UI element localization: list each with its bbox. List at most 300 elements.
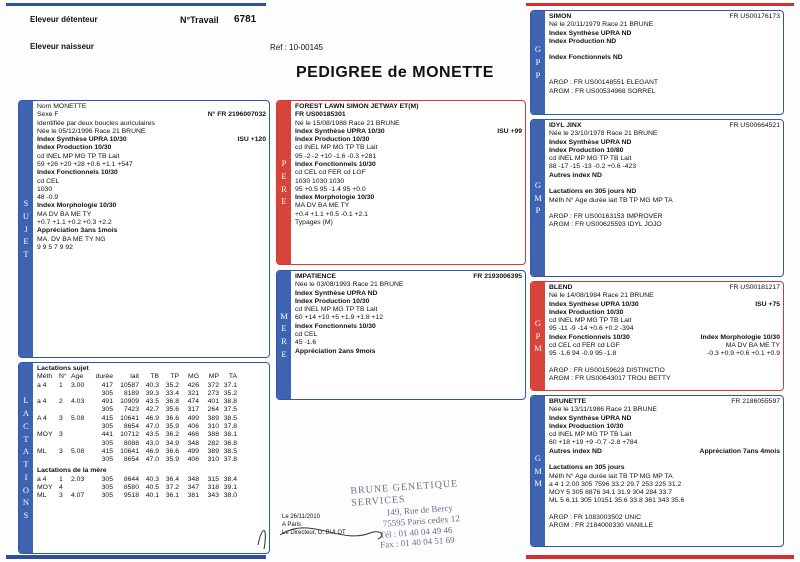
reference: Ref : 10-00145	[270, 43, 323, 52]
table-cell: 36.8	[165, 398, 179, 406]
strip-letter: E	[281, 170, 287, 181]
strip-letter: S	[23, 198, 29, 209]
table-row	[37, 484, 266, 492]
table-row	[37, 423, 266, 431]
info-line	[37, 169, 266, 177]
info-line	[549, 431, 780, 439]
info-text: Née le 23/10/1978 Race 21 BRUNE	[549, 130, 658, 138]
info-line	[295, 120, 522, 128]
table-cell: 282	[207, 439, 219, 447]
info-line	[549, 38, 780, 46]
table-cell: 37.2	[165, 483, 179, 491]
info-line	[37, 227, 266, 235]
table-cell: 1	[59, 475, 63, 483]
lactations-sujet-title: Lactations sujet	[37, 365, 89, 372]
info-line	[549, 147, 780, 155]
table-cell: 36.6	[165, 447, 179, 455]
strip-letter: T	[23, 249, 29, 260]
info-text: MA. DV BA ME TY NG	[37, 235, 106, 243]
table-cell: 34.9	[165, 439, 179, 447]
strip-letter: A	[22, 446, 30, 457]
info-text: Index Fonctionnels 10/30	[549, 333, 630, 341]
table-cell: 305	[101, 422, 113, 430]
strip-letter: G	[534, 44, 542, 55]
info-text: FR US00185301	[295, 111, 346, 119]
info-text: 95 -11 -9 -14 +0.6 +0.2 -394	[549, 325, 634, 333]
table-cell: 5.08	[71, 414, 85, 422]
info-text: Index Synthèse UPRA ND	[549, 414, 632, 422]
info-text: 95 -1.6 94 -0.9 95 -1.8	[549, 350, 617, 358]
info-text: FR US00176173	[729, 13, 780, 20]
info-line	[295, 314, 522, 322]
table-cell: 37.5	[223, 406, 237, 414]
info-line	[549, 439, 780, 447]
info-text: Née le 05/12/1996 Race 21 BRUNE	[37, 127, 146, 135]
info-text	[549, 46, 551, 54]
table-cell: 264	[207, 406, 219, 414]
tricolor-top-border	[6, 3, 794, 6]
strip-letter: J	[24, 223, 28, 234]
table-cell: 8189	[123, 389, 139, 397]
info-text: Sexe F	[37, 111, 59, 119]
table-cell: 426	[187, 381, 199, 389]
info-text: Index Synthèse UPRA ND	[549, 138, 632, 146]
table-cell: 3	[59, 492, 63, 500]
info-text: Lactations en 305 jours ND	[549, 188, 637, 196]
table-cell	[71, 484, 91, 492]
info-line	[37, 211, 266, 219]
page-title: PEDIGREE de MONETTE	[296, 64, 494, 81]
table-row	[37, 406, 266, 414]
info-line	[549, 367, 780, 375]
table-cell: 36.1	[165, 492, 179, 500]
table-cell: TB	[150, 373, 159, 381]
table-cell: durée	[95, 373, 113, 381]
strip-letter: U	[22, 210, 30, 221]
info-text: MA DV BA ME TY	[725, 341, 780, 349]
gpm-content	[549, 284, 780, 388]
info-text: Née le 03/08/1993 Race 21 BRUNE	[295, 281, 404, 289]
table-cell: 321	[187, 389, 199, 397]
info-text: Né le 14/08/1984 Race 21 BRUNE	[549, 292, 654, 300]
info-line	[549, 71, 780, 79]
info-text: 60 +18 +19 +9 -0.7 -2.8 +784	[549, 439, 638, 447]
info-line	[549, 489, 780, 497]
info-text: ARGM : FR US00625593 IDYL JOJO	[549, 221, 662, 229]
strip-letter: P	[535, 57, 541, 68]
info-line	[549, 221, 780, 229]
mere-panel	[276, 270, 526, 400]
table-row	[37, 448, 266, 456]
strip-letter: E	[281, 323, 287, 334]
table-cell: 40.5	[145, 483, 159, 491]
eleveur-detenteur-label: Eleveur détenteur	[30, 15, 98, 24]
table-cell: 499	[187, 447, 199, 455]
strip-letter: R	[281, 183, 287, 194]
table-cell	[59, 440, 71, 448]
info-line	[549, 30, 780, 38]
table-cell: ML	[37, 492, 47, 500]
info-text: cd CEL	[295, 330, 318, 338]
info-text: Index Production 10/30	[549, 308, 624, 316]
table-cell: 315	[207, 475, 219, 483]
table-cell: lait	[130, 373, 139, 381]
table-cell: MP	[208, 373, 219, 381]
info-text: ML 5 6.11 305 10151 35.6 33.8 361 343 35.6	[549, 497, 685, 505]
strip-letter: M	[534, 478, 542, 489]
strip-letter: G	[534, 452, 542, 463]
table-cell: 8088	[123, 439, 139, 447]
info-text: Index Synthèse UPRA ND	[295, 289, 378, 297]
table-cell: 3	[59, 447, 63, 455]
table-cell: MOY	[37, 483, 53, 491]
info-line	[37, 161, 266, 169]
info-text: Index Production ND	[549, 37, 617, 45]
info-text	[549, 205, 551, 213]
table-row	[37, 492, 266, 500]
table-cell: 46.9	[145, 414, 159, 422]
lactations-mere-title: Lactations de la mère	[37, 467, 107, 475]
info-line	[37, 178, 266, 186]
info-text: Index Fonctionnels 10/30	[295, 160, 376, 168]
table-cell: 36.8	[223, 439, 237, 447]
info-line	[549, 473, 780, 481]
table-cell: 47.0	[145, 422, 159, 430]
table-cell: 305	[101, 475, 113, 483]
table-cell: 305	[101, 439, 113, 447]
table-cell: 40.3	[145, 475, 159, 483]
info-text: cd INEL MP MG TP TB Lait	[549, 155, 632, 163]
table-cell: 39.1	[223, 483, 237, 491]
info-text	[549, 71, 551, 79]
info-text: Appréciation 2ans 9mois	[295, 347, 376, 355]
info-text: IDYL JINX	[549, 122, 582, 129]
table-row	[37, 476, 266, 484]
table-cell: 10587	[120, 381, 139, 389]
pere-panel	[276, 100, 526, 265]
info-line	[549, 54, 780, 62]
table-cell: 389	[207, 414, 219, 422]
lactations-mere-table	[37, 476, 266, 501]
table-cell: 42.7	[145, 406, 159, 414]
strip-letter: N	[22, 497, 30, 508]
info-line	[295, 202, 522, 210]
table-cell: 2	[59, 398, 63, 406]
table-cell: 305	[101, 492, 113, 500]
info-text: FR US00181217	[729, 284, 780, 291]
table-cell: 2.03	[71, 475, 85, 483]
stamp-fax: Fax : 01 40 04 51 69	[379, 535, 455, 551]
table-cell: 415	[101, 447, 113, 455]
table-row	[37, 398, 266, 406]
table-cell: 37.8	[223, 422, 237, 430]
table-cell: 35.2	[223, 389, 237, 397]
travail-label: N°Travail	[180, 15, 219, 25]
table-row	[37, 382, 266, 390]
info-text: cd INEL MP MG TP TB Lait	[295, 144, 378, 152]
table-cell: 348	[187, 475, 199, 483]
table-cell: Age	[71, 373, 84, 381]
info-text: 1030	[37, 185, 53, 193]
info-line	[549, 464, 780, 472]
strip-letter: G	[534, 179, 542, 190]
info-text: FR 2193006395	[473, 273, 522, 280]
info-line	[549, 325, 780, 333]
strip-letter: T	[23, 459, 29, 469]
info-line	[549, 423, 780, 431]
info-line	[549, 522, 780, 530]
gmm-panel	[530, 395, 784, 547]
table-cell	[59, 390, 71, 398]
lactations-content	[37, 365, 266, 551]
pere-strip	[277, 101, 291, 264]
info-line	[549, 21, 780, 29]
table-cell: TA	[228, 373, 237, 381]
info-text: ARGP : FR US00148551 ELEGANT	[549, 79, 659, 87]
table-cell: 38.8	[223, 398, 237, 406]
info-text	[549, 180, 551, 188]
info-line	[295, 323, 522, 331]
info-text	[549, 359, 551, 367]
info-line	[295, 298, 522, 306]
table-cell	[71, 406, 91, 414]
table-cell: 37.1	[223, 381, 237, 389]
info-text: ARGP : FR US00159623 DISTINCTIO	[549, 366, 665, 374]
info-line	[295, 273, 522, 281]
strip-letter: O	[22, 484, 30, 495]
info-text: ISU +75	[755, 300, 780, 308]
info-line	[549, 122, 780, 130]
table-cell: 305	[101, 406, 113, 414]
gmp-strip	[531, 120, 545, 276]
info-line	[549, 448, 780, 456]
table-cell: 8580	[123, 483, 139, 491]
info-text: +0.4 +1.1 +0.5 -0.1 +2.1	[295, 210, 368, 218]
info-text: Index Production 10/30	[295, 297, 370, 305]
info-line	[295, 128, 522, 136]
info-text: ARGM : FR US00534968 SORREL	[549, 87, 656, 95]
table-cell: MG	[188, 373, 199, 381]
info-line	[37, 219, 266, 227]
table-cell: 36.2	[165, 431, 179, 439]
info-line	[549, 456, 780, 464]
table-cell: 37.8	[223, 456, 237, 464]
info-text: Méth N° Age durée lait TB TP MG MP TA	[549, 196, 673, 204]
table-cell: 38.5	[223, 447, 237, 455]
table-cell: N°	[59, 373, 67, 381]
info-line	[295, 306, 522, 314]
info-text: Né le 20/11/1979 Race 21 BRUNE	[549, 21, 654, 29]
info-text: cd INEL MP MG TP TB Lait	[549, 431, 632, 439]
table-row	[37, 415, 266, 423]
strip-letter: E	[281, 348, 287, 359]
info-line	[295, 194, 522, 202]
info-text: Index Morphologie 10/30	[295, 194, 375, 202]
eleveur-naisseur-label: Eleveur naisseur	[30, 42, 95, 51]
table-cell	[37, 390, 59, 398]
strip-letter: M	[534, 343, 542, 354]
info-line	[549, 13, 780, 21]
info-line	[295, 178, 522, 186]
lactations-sujet-table	[37, 373, 266, 464]
info-line	[549, 130, 780, 138]
info-line	[295, 281, 522, 289]
info-text: MA DV BA ME TY	[37, 210, 92, 218]
strip-letter: C	[23, 420, 29, 431]
info-text: MA DV BA ME TY	[295, 202, 350, 210]
info-line	[549, 359, 780, 367]
info-line	[549, 88, 780, 96]
sujet-panel	[18, 100, 270, 358]
gmp-content	[549, 122, 780, 274]
strip-letter: A	[22, 408, 30, 418]
table-cell: 40.1	[145, 492, 159, 500]
info-line	[37, 120, 266, 128]
info-text: cd CEL cd FER cd LGF	[295, 169, 366, 177]
info-line	[549, 155, 780, 163]
signature-director: Le Directeur, O. BULOT	[282, 529, 346, 536]
strip-letter: M	[280, 310, 288, 321]
table-cell: 305	[101, 456, 113, 464]
table-cell: 3	[59, 414, 63, 422]
table-cell: 9518	[123, 492, 139, 500]
table-cell: MOY	[37, 431, 53, 439]
info-text: Index Morphologie 10/30	[700, 333, 780, 341]
info-text: Lactations en 305 jours	[549, 464, 625, 472]
signature-place: A Paris	[282, 521, 302, 528]
table-cell: 372	[207, 381, 219, 389]
info-text: Index Synthèse UPRA 10/30	[295, 127, 385, 135]
info-line	[295, 161, 522, 169]
tricolor-bottom-border	[6, 555, 794, 559]
table-cell: 474	[187, 398, 199, 406]
info-line	[549, 398, 780, 406]
table-cell: 7423	[123, 406, 139, 414]
table-row	[37, 390, 266, 398]
info-text: ARGP : FR 1083003502 UNIC	[549, 513, 642, 521]
table-cell: 305	[101, 389, 113, 397]
info-text: MOY 5 305 8876 34.1 31.9 304 284 33.7	[549, 489, 673, 497]
table-cell: 417	[101, 381, 113, 389]
info-text: Né le 15/08/1988 Race 21 BRUNE	[295, 119, 400, 127]
info-line	[295, 211, 522, 219]
table-cell: 310	[207, 422, 219, 430]
info-text: BRUNETTE	[549, 398, 587, 405]
table-cell: Méth	[37, 373, 53, 381]
info-text: ISU +99	[497, 127, 522, 135]
table-cell: 499	[187, 414, 199, 422]
table-cell	[71, 423, 91, 431]
table-cell: 491	[101, 398, 113, 406]
info-text: Index Synthèse UPRA 10/30	[37, 136, 127, 144]
info-line	[295, 219, 522, 227]
info-line	[37, 186, 266, 194]
info-line	[295, 144, 522, 152]
table-cell: 388	[207, 431, 219, 439]
stamp-company: BRUNE GENETIQUE SERVICES	[350, 478, 459, 509]
info-line	[549, 284, 780, 292]
info-line	[549, 301, 780, 309]
table-cell: 348	[187, 439, 199, 447]
table-row	[37, 373, 266, 381]
info-text: 9 9 5 7 9 92	[37, 243, 73, 251]
table-cell: 10641	[120, 447, 139, 455]
info-line	[295, 339, 522, 347]
info-text: Index Synthèse UPRA 10/30	[549, 300, 639, 308]
table-cell: 273	[207, 389, 219, 397]
info-text: Typages (M)	[295, 218, 333, 226]
table-cell: 10712	[120, 431, 139, 439]
table-row	[37, 431, 266, 439]
table-cell: 35.9	[165, 422, 179, 430]
table-cell: a 4	[37, 475, 47, 483]
info-text: ARGM : FR 2184000330 VANILLE	[549, 522, 654, 530]
strip-letter: P	[535, 205, 541, 216]
info-text: Index Production 10/80	[549, 146, 624, 154]
info-text: Née le 13/11/1986 Race 21 BRUNE	[549, 406, 657, 414]
info-text: a 4 1 2.00 305 7596 33.2 29.7 253 225 31.2	[549, 480, 682, 488]
table-cell: 4	[59, 483, 63, 491]
stamp-city: 75595 Paris cedex 12	[382, 513, 461, 529]
info-line	[295, 153, 522, 161]
info-line	[549, 481, 780, 489]
info-text: Nom MONETTE	[37, 103, 87, 110]
mere-strip	[277, 271, 291, 399]
info-line	[295, 136, 522, 144]
info-text: Index Synthèse UPRA ND	[549, 29, 632, 37]
info-text: Index Morphologie 10/30	[37, 202, 117, 210]
info-line	[549, 172, 780, 180]
table-cell	[59, 423, 71, 431]
info-line	[549, 205, 780, 213]
company-stamp	[350, 474, 519, 551]
travail-number: 6781	[234, 14, 257, 25]
info-line	[295, 111, 522, 119]
info-text: +0.7 +1.1 +0.2 +0.3 +2.2	[37, 218, 112, 226]
table-cell: 406	[187, 456, 199, 464]
table-cell: 4.03	[71, 398, 85, 406]
table-cell: 43.5	[145, 398, 159, 406]
table-cell: 38.4	[223, 475, 237, 483]
info-line	[549, 350, 780, 358]
table-cell: ML	[37, 447, 47, 455]
info-line	[295, 348, 522, 356]
table-cell	[37, 440, 59, 448]
info-text	[549, 506, 551, 514]
info-text: cd CEL	[37, 177, 60, 185]
table-row	[37, 440, 266, 448]
table-cell: 317	[187, 406, 199, 414]
gpp-strip	[531, 11, 545, 114]
table-cell: 43.0	[145, 439, 159, 447]
mere-content	[295, 273, 522, 397]
strip-letter: P	[535, 69, 541, 80]
table-cell: TP	[170, 373, 179, 381]
sujet-strip	[19, 101, 33, 357]
table-cell	[59, 456, 71, 464]
info-text: BLEND	[549, 284, 573, 291]
info-line	[549, 334, 780, 342]
table-cell: 4.07	[71, 492, 85, 500]
gmm-content	[549, 398, 780, 544]
info-line	[549, 180, 780, 188]
strip-letter: P	[281, 158, 287, 168]
table-cell: 47.0	[145, 456, 159, 464]
info-line	[37, 236, 266, 244]
info-line	[295, 331, 522, 339]
info-text: cd CEL cd FER cd LGF	[549, 341, 620, 349]
info-text: 48 -0.9	[37, 194, 59, 202]
